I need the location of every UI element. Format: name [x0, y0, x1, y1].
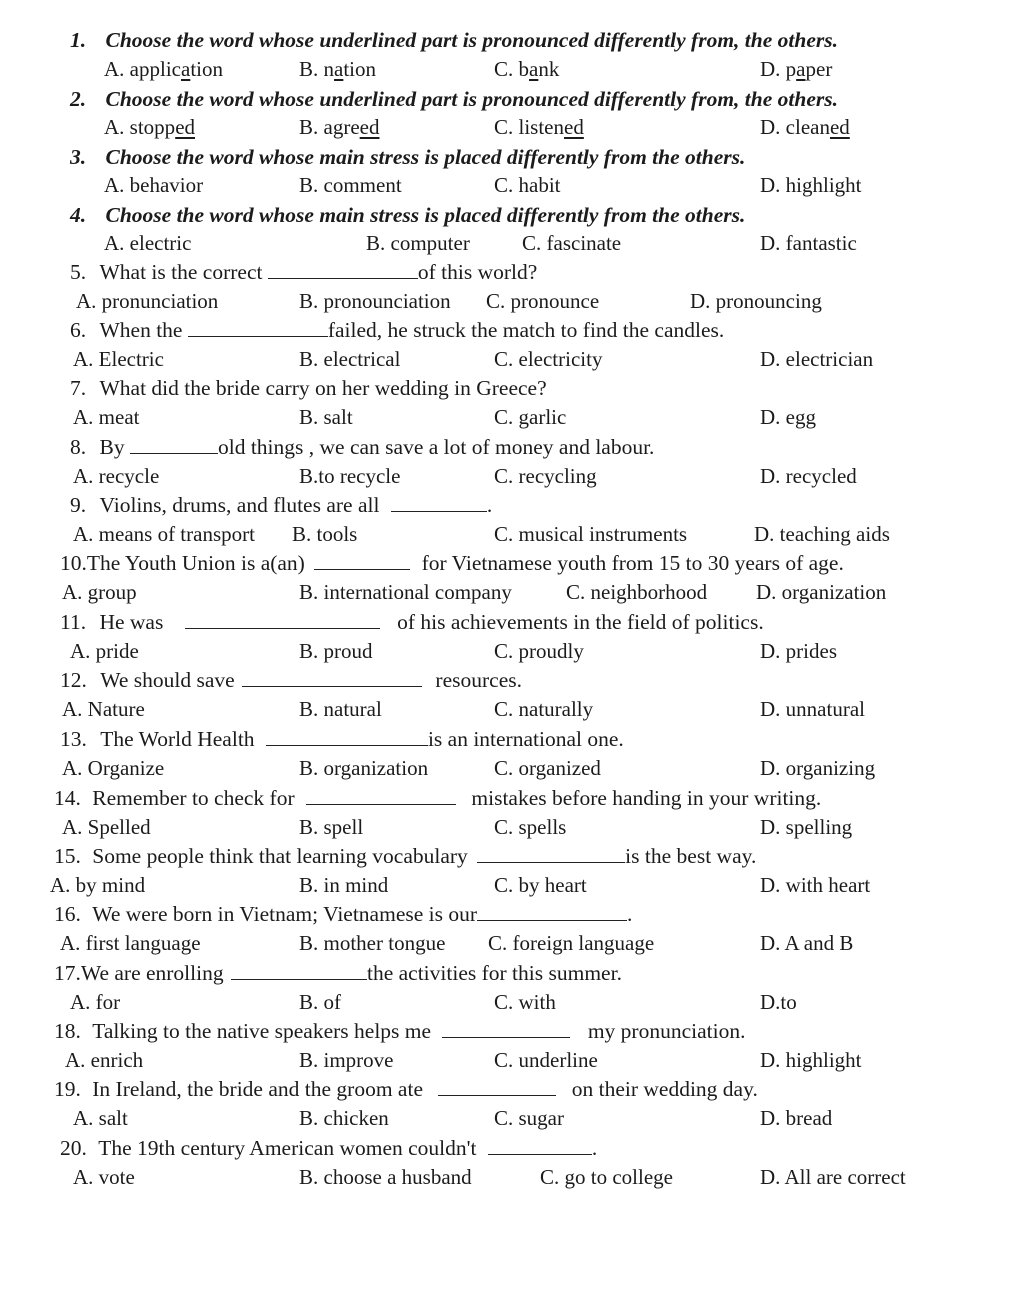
option-d: D. organizing — [760, 756, 876, 780]
question-8: 8. By old things , we can save a lot of money and labour. — [70, 435, 655, 459]
option-d: D. teaching aids — [754, 522, 890, 546]
question-number: 2. — [70, 87, 87, 111]
option-c: C. go to college — [540, 1165, 673, 1189]
option-b: B. of — [299, 990, 341, 1014]
question-20: 20. The 19th century American women couldn't . — [60, 1136, 598, 1160]
option-c: C. fascinate — [522, 231, 622, 255]
option-b: B. mother tongue — [299, 931, 446, 955]
option-c: C. electricity — [494, 347, 603, 371]
answer-blank — [130, 435, 218, 454]
option-a: A. first language — [60, 931, 201, 955]
option-b: B. pronounciation — [299, 289, 451, 313]
option-d: D. highlight — [760, 173, 862, 197]
answer-blank — [268, 260, 418, 279]
question-14: 14. Remember to check for mistakes before handing in your writing. — [54, 786, 822, 810]
question-1 — [70, 27, 838, 53]
question-number: 1. — [70, 28, 87, 52]
question-13: 13. The World Health is an international one. — [60, 727, 624, 751]
option-c: C. foreign language — [488, 931, 655, 955]
option-b: B. in mind — [299, 873, 389, 897]
option-a: A. by mind — [50, 873, 146, 897]
option-c: C. musical instruments — [494, 522, 688, 546]
option-b: B. agreed — [299, 115, 380, 139]
option-a: A. meat — [73, 405, 140, 429]
answer-blank — [266, 727, 428, 746]
answer-blank — [488, 1136, 592, 1155]
option-d: D. A and B — [760, 931, 854, 955]
option-a: A. stopped — [104, 115, 196, 139]
option-b: B. computer — [366, 231, 470, 255]
option-d: D. spelling — [760, 815, 853, 839]
question-4 — [70, 202, 745, 228]
answer-blank — [306, 786, 456, 805]
answer-blank — [185, 610, 380, 629]
option-a: A. salt — [73, 1106, 128, 1130]
option-b: B. improve — [299, 1048, 394, 1072]
question-19: 19. In Ireland, the bride and the groom ate on their wedding day. — [54, 1077, 758, 1101]
option-c: C. pronounce — [486, 289, 600, 313]
option-c: C. sugar — [494, 1106, 564, 1130]
option-b: B. natural — [299, 697, 382, 721]
option-c: C. proudly — [494, 639, 584, 663]
option-a: A. application — [104, 57, 223, 81]
option-c: C. neighborhood — [566, 580, 708, 604]
option-c: C. spells — [494, 815, 567, 839]
option-b: B. tools — [292, 522, 358, 546]
option-b: B. choose a husband — [299, 1165, 472, 1189]
option-a: A. Electric — [73, 347, 164, 371]
answer-blank — [242, 668, 422, 687]
option-b: B. electrical — [299, 347, 401, 371]
option-d: D. electrician — [760, 347, 874, 371]
option-a: A. for — [70, 990, 121, 1014]
option-a: A. means of transport — [73, 522, 255, 546]
question-16: 16. We were born in Vietnam; Vietnamese is our . — [54, 902, 633, 926]
option-a: A. enrich — [65, 1048, 144, 1072]
question-15: 15. Some people think that learning vocabulary is the best way. — [54, 844, 757, 868]
answer-blank — [438, 1077, 556, 1096]
option-c: C. garlic — [494, 405, 567, 429]
option-d: D. bread — [760, 1106, 833, 1130]
option-a: A. behavior — [104, 173, 204, 197]
option-c: C. habit — [494, 173, 561, 197]
question-9: 9. Violins, drums, and flutes are all . — [70, 493, 493, 517]
option-c: C. naturally — [494, 697, 594, 721]
option-a: A. Nature — [62, 697, 145, 721]
question-text: Choose the word whose main stress is placed differently from the others. — [105, 203, 746, 227]
question-number: 3. — [70, 145, 87, 169]
option-b: B.to recycle — [299, 464, 401, 488]
answer-blank — [477, 902, 627, 921]
option-c: C. bank — [494, 57, 560, 81]
question-12: 12. We should save resources. — [60, 668, 522, 692]
option-b: B. chicken — [299, 1106, 389, 1130]
option-c: C. recycling — [494, 464, 597, 488]
option-a: A. pride — [70, 639, 139, 663]
question-3 — [70, 144, 745, 170]
answer-blank — [477, 844, 625, 863]
option-d: D. unnatural — [760, 697, 865, 721]
option-a: A. Organize — [62, 756, 165, 780]
answer-blank — [391, 493, 487, 512]
option-b: B. spell — [299, 815, 364, 839]
option-d: D. recycled — [760, 464, 857, 488]
answer-blank — [442, 1019, 570, 1038]
option-b: B. international company — [299, 580, 512, 604]
option-b: B. salt — [299, 405, 353, 429]
option-c: C. underline — [494, 1048, 598, 1072]
question-10: 10.The Youth Union is a(an) for Vietnamese youth from 15 to 30 years of age. — [60, 551, 844, 575]
option-b: B. nation — [299, 57, 377, 81]
answer-blank — [314, 551, 410, 570]
option-d: D. pronouncing — [690, 289, 822, 313]
question-11: 11. He was of his achievements in the field of politics. — [60, 610, 764, 634]
question-6: 6. When the failed, he struck the match to find the candles. — [70, 318, 725, 342]
option-d: D. fantastic — [760, 231, 857, 255]
option-d: D. with heart — [760, 873, 871, 897]
option-d: D.to — [760, 990, 797, 1014]
question-number: 4. — [70, 203, 87, 227]
option-d: D. highlight — [760, 1048, 862, 1072]
question-text: Choose the word whose underlined part is pronounced differently from, the others. — [105, 87, 838, 111]
question-text: Choose the word whose underlined part is pronounced differently from, the others. — [105, 28, 838, 52]
option-a: A. pronunciation — [76, 289, 219, 313]
option-a: A. Spelled — [62, 815, 151, 839]
question-text: Choose the word whose main stress is placed differently from the others. — [105, 145, 746, 169]
answer-blank — [231, 961, 367, 980]
option-d: D. organization — [756, 580, 887, 604]
option-a: A. group — [62, 580, 137, 604]
question-18: 18. Talking to the native speakers helps me my pronunciation. — [54, 1019, 746, 1043]
option-c: C. with — [494, 990, 556, 1014]
question-5: 5. What is the correct of this world? — [70, 260, 538, 284]
option-b: B. organization — [299, 756, 429, 780]
option-c: C. by heart — [494, 873, 587, 897]
option-b: B. comment — [299, 173, 402, 197]
option-d: D. egg — [760, 405, 816, 429]
option-a: A. vote — [73, 1165, 135, 1189]
option-c: C. organized — [494, 756, 601, 780]
option-d: D. cleaned — [760, 115, 850, 139]
option-b: B. proud — [299, 639, 373, 663]
question-2 — [70, 86, 838, 112]
answer-blank — [188, 318, 328, 337]
question-17: 17.We are enrolling the activities for this summer. — [54, 961, 622, 985]
option-d: D. prides — [760, 639, 837, 663]
option-a: A. electric — [104, 231, 192, 255]
option-a: A. recycle — [73, 464, 160, 488]
option-d: D. All are correct — [760, 1165, 906, 1189]
question-7: 7. What did the bride carry on her wedding in Greece? — [70, 376, 547, 400]
option-c: C. listened — [494, 115, 584, 139]
option-d: D. paper — [760, 57, 833, 81]
